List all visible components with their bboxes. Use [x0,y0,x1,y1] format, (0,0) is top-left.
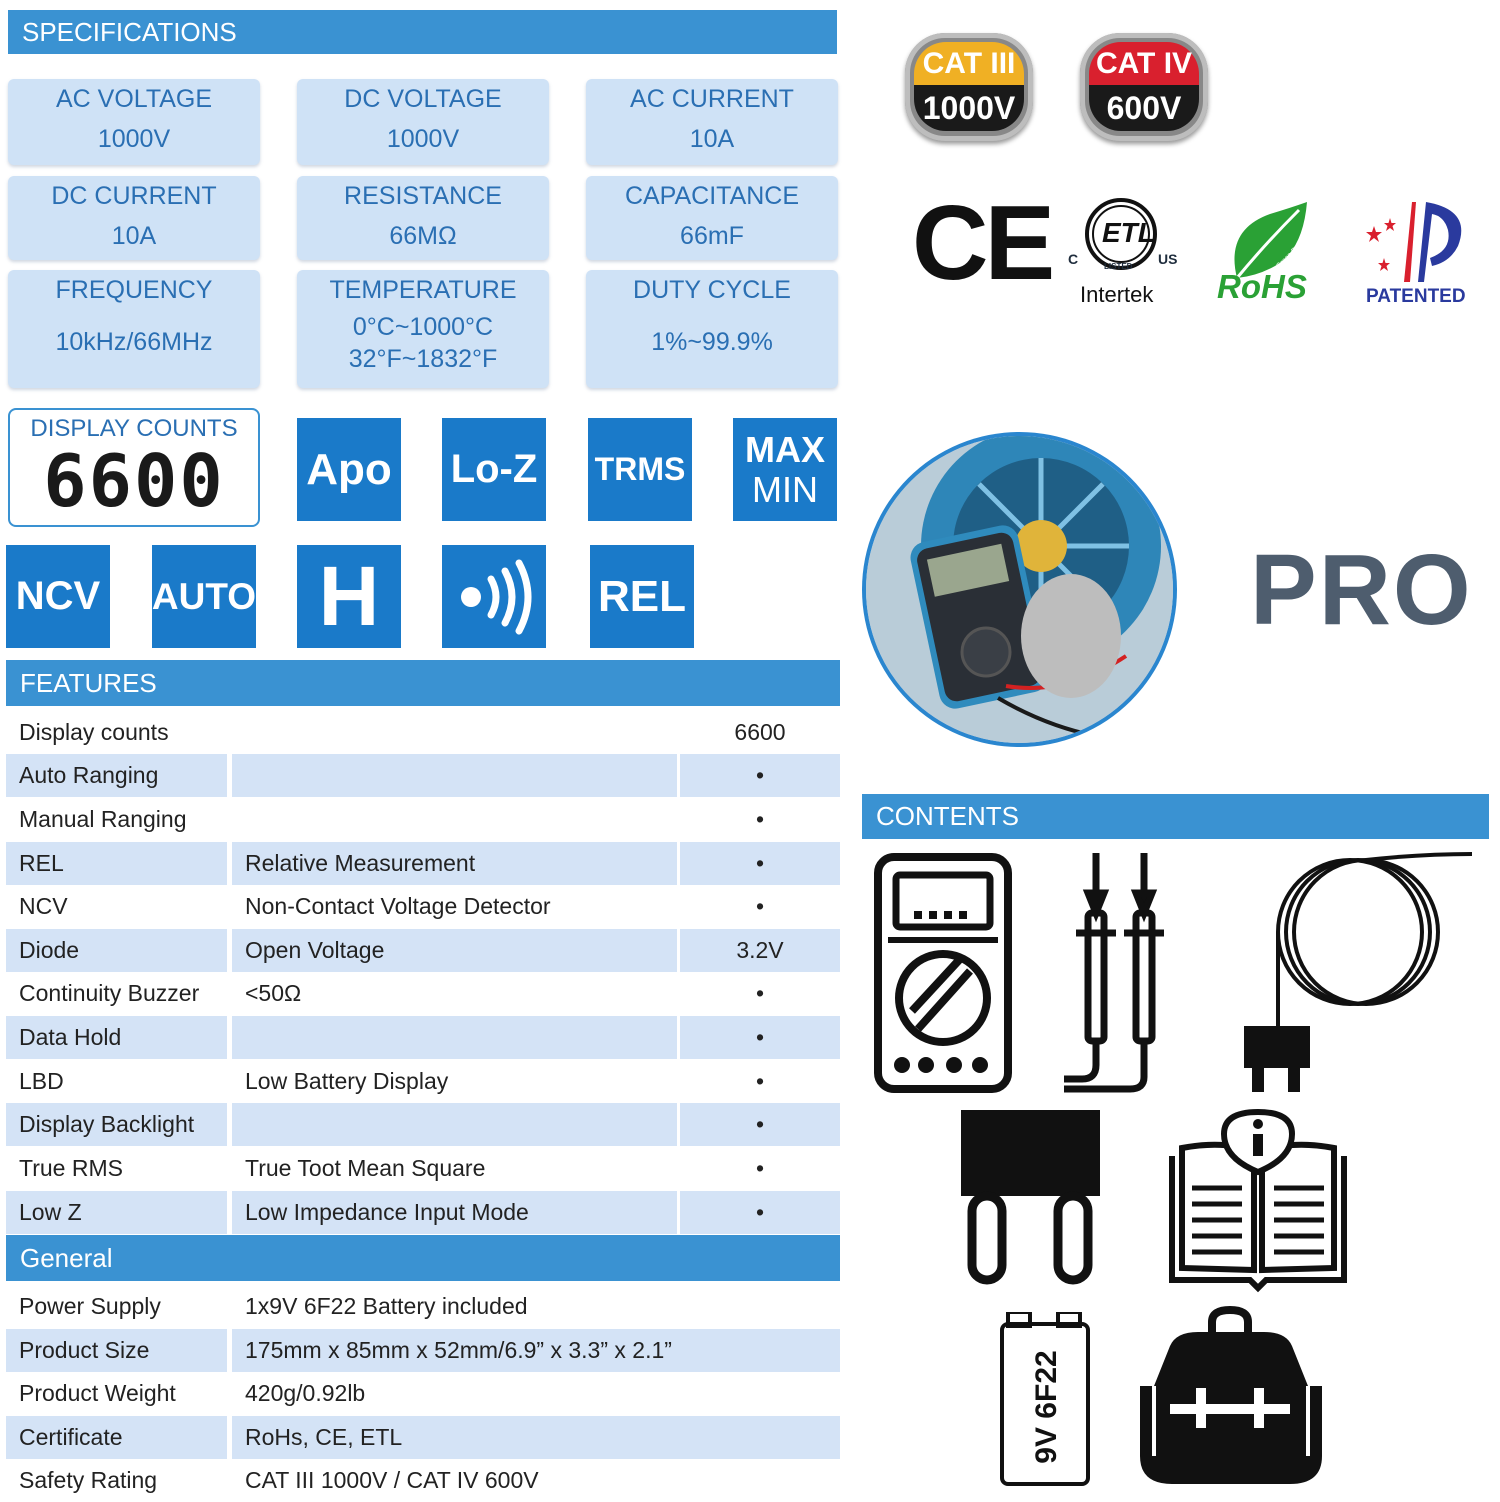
pro-label [1250,535,1473,645]
spec-card-ac-voltage [8,79,260,165]
table-row [6,1147,840,1190]
multimeter-in-use-image [866,436,1173,743]
feature-name: Display Backlight [6,1103,227,1146]
table-row [6,929,840,972]
feature-desc: True Toot Mean Square [245,1155,486,1181]
table-row [6,711,840,754]
spec-value: 1000V [386,125,460,153]
buzzer-icon [442,545,546,648]
spec-card-resistance [297,176,549,260]
feature-desc [232,798,677,841]
general-title: General [20,1242,113,1273]
feature-name: Data Hold [6,1016,227,1059]
table-row [6,1285,840,1328]
cat-iv-badge [1080,33,1208,141]
feature-value: • [680,1103,840,1146]
feature-name: Display counts [19,719,169,745]
cat-iv-label: CAT IV [1089,42,1199,85]
etl-c: C [1068,251,1079,267]
etl-mark: ETL [1102,217,1155,248]
pro-text: PRO [1250,534,1473,646]
apo-icon [297,418,401,521]
product-photo [866,436,1173,743]
general-name: Safety Rating [19,1467,158,1493]
feature-name: Low Z [6,1191,227,1234]
specifications-title: SPECIFICATIONS [22,16,237,47]
tile-label: NCV [15,574,101,618]
feature-desc: Low Impedance Input Mode [232,1191,677,1234]
etl-listed-icon [1066,196,1178,311]
general-value: 1x9V 6F22 Battery included [245,1293,528,1319]
spec-label: DUTY CYCLE [633,276,791,304]
carry-bag-icon [1140,1306,1322,1490]
manual-icon [1166,1108,1351,1293]
spec-label: DC CURRENT [51,182,217,210]
specifications-header [8,10,837,54]
lo-z-icon [442,418,546,521]
general-value: 175mm x 85mm x 52mm/6.9” x 3.3” x 2.1” [232,1329,840,1372]
etl-us: US [1158,251,1178,267]
rohs-label: RoHS [1217,268,1307,305]
feature-value: • [755,893,765,919]
general-name: Power Supply [19,1293,161,1319]
display-counts-value: 6600 [43,439,225,523]
spec-value: 66mF [680,222,744,250]
table-row [6,754,840,797]
spec-card-dc-current [8,176,260,260]
spec-value: 1%~99.9% [651,328,773,356]
rohs-icon [1215,200,1330,305]
battery-icon [1000,1312,1090,1487]
max-min-icon [733,418,837,521]
table-row [6,1191,840,1234]
feature-name: REL [6,842,227,885]
hold-icon [297,545,401,648]
ce-mark-text: CE [912,184,1052,302]
cat-iii-label: CAT III [914,42,1024,85]
feature-name: Diode [6,929,227,972]
feature-desc: Open Voltage [232,929,677,972]
sound-waves-icon [449,557,539,637]
tile-label: REL [598,571,686,621]
feature-name: True RMS [19,1155,123,1181]
table-row [6,1416,840,1459]
rel-icon [590,545,694,648]
spec-label: CAPACITANCE [624,182,800,210]
display-counts-label: DISPLAY COUNTS [30,415,238,442]
spec-value: 10kHz/66MHz [55,328,213,356]
feature-name: NCV [19,893,68,919]
table-row [6,798,840,841]
general-header [6,1235,840,1281]
table-row [6,1060,840,1103]
contents-header [862,794,1489,839]
feature-desc: Low Battery Display [245,1068,449,1094]
feature-value: • [755,980,765,1006]
tile-label-max: MAX [745,428,825,470]
feature-desc [232,1103,677,1146]
tile-label: Apo [306,444,392,494]
tile-label: TRMS [594,451,686,487]
spec-value-secondary: 32°F~1832°F [348,345,498,373]
spec-label: DC VOLTAGE [344,85,502,113]
general-value: RoHs, CE, ETL [232,1416,840,1459]
spec-value: 66MΩ [389,222,457,250]
feature-value: 3.2V [680,929,840,972]
general-name: Certificate [6,1416,227,1459]
spec-card-duty-cycle [586,270,838,388]
table-row [6,1372,840,1415]
patent-mark-icon [1360,196,1475,284]
spec-value: 0°C~1000°C [352,313,494,341]
feature-desc [232,711,677,754]
contents-title: CONTENTS [876,801,1019,831]
general-name: Product Size [6,1329,227,1372]
general-name: Product Weight [19,1380,176,1406]
cat-iii-badge [905,33,1033,141]
patented-icon [1360,196,1475,311]
feature-desc [232,1016,677,1059]
feature-value: • [680,1016,840,1059]
patented-label: PATENTED [1366,286,1466,307]
tile-label: AUTO [151,575,257,617]
spec-card-capacitance [586,176,838,260]
intertek-label: Intertek [1080,282,1154,307]
auto-icon [152,545,256,648]
features-title: FEATURES [20,667,157,698]
feature-value: 6600 [734,719,786,745]
feature-desc [232,754,677,797]
table-row [6,1459,840,1502]
feature-value: • [755,1155,765,1181]
ce-mark-icon [912,184,1052,302]
spec-label: FREQUENCY [55,276,213,304]
test-leads-icon [1064,853,1174,1093]
feature-desc: <50Ω [245,980,302,1006]
spec-value: 1000V [97,125,171,153]
tile-label: Lo-Z [450,447,538,491]
cat-iii-voltage: 1000V [914,85,1024,131]
rohs-leaf-text: Green Product [1275,232,1313,271]
etl-listed: LISTED [1104,262,1133,271]
features-header [6,660,840,706]
table-row [6,972,840,1015]
tile-label-min: MIN [752,468,818,510]
spec-value: 10A [689,125,735,153]
feature-value: • [755,1068,765,1094]
table-row [6,1103,840,1146]
display-counts-box [8,408,260,527]
adapter-plug-icon [958,1110,1103,1285]
multimeter-icon [874,853,1012,1093]
spec-label: TEMPERATURE [329,276,517,304]
feature-name: LBD [19,1068,64,1094]
feature-value: • [755,806,765,832]
spec-card-frequency [8,270,260,388]
table-row [6,1329,840,1372]
ncv-icon [6,545,110,648]
feature-name: Auto Ranging [6,754,227,797]
tile-label: H [318,549,380,643]
feature-desc: Non-Contact Voltage Detector [245,893,551,919]
feature-value: • [680,1191,840,1234]
spec-label: RESISTANCE [344,182,502,210]
spec-card-ac-current [586,79,838,165]
general-value: CAT III 1000V / CAT IV 600V [245,1467,539,1493]
feature-desc: Relative Measurement [232,842,677,885]
feature-value: • [680,842,840,885]
cat-iv-voltage: 600V [1089,85,1199,131]
table-row [6,885,840,928]
spec-card-temperature [297,270,549,388]
feature-name: Continuity Buzzer [19,980,200,1006]
battery-label: 9V 6F22 [1030,1350,1063,1464]
feature-name: Manual Ranging [19,806,187,832]
thermocouple-probe-icon [1240,850,1480,1095]
general-value: 420g/0.92lb [245,1380,366,1406]
spec-label: AC VOLTAGE [55,85,213,113]
spec-label: AC CURRENT [630,85,794,113]
spec-card-dc-voltage [297,79,549,165]
table-row [6,1016,840,1059]
table-row [6,842,840,885]
feature-value: • [680,754,840,797]
spec-value: 10A [111,222,157,250]
trms-icon [588,418,692,521]
